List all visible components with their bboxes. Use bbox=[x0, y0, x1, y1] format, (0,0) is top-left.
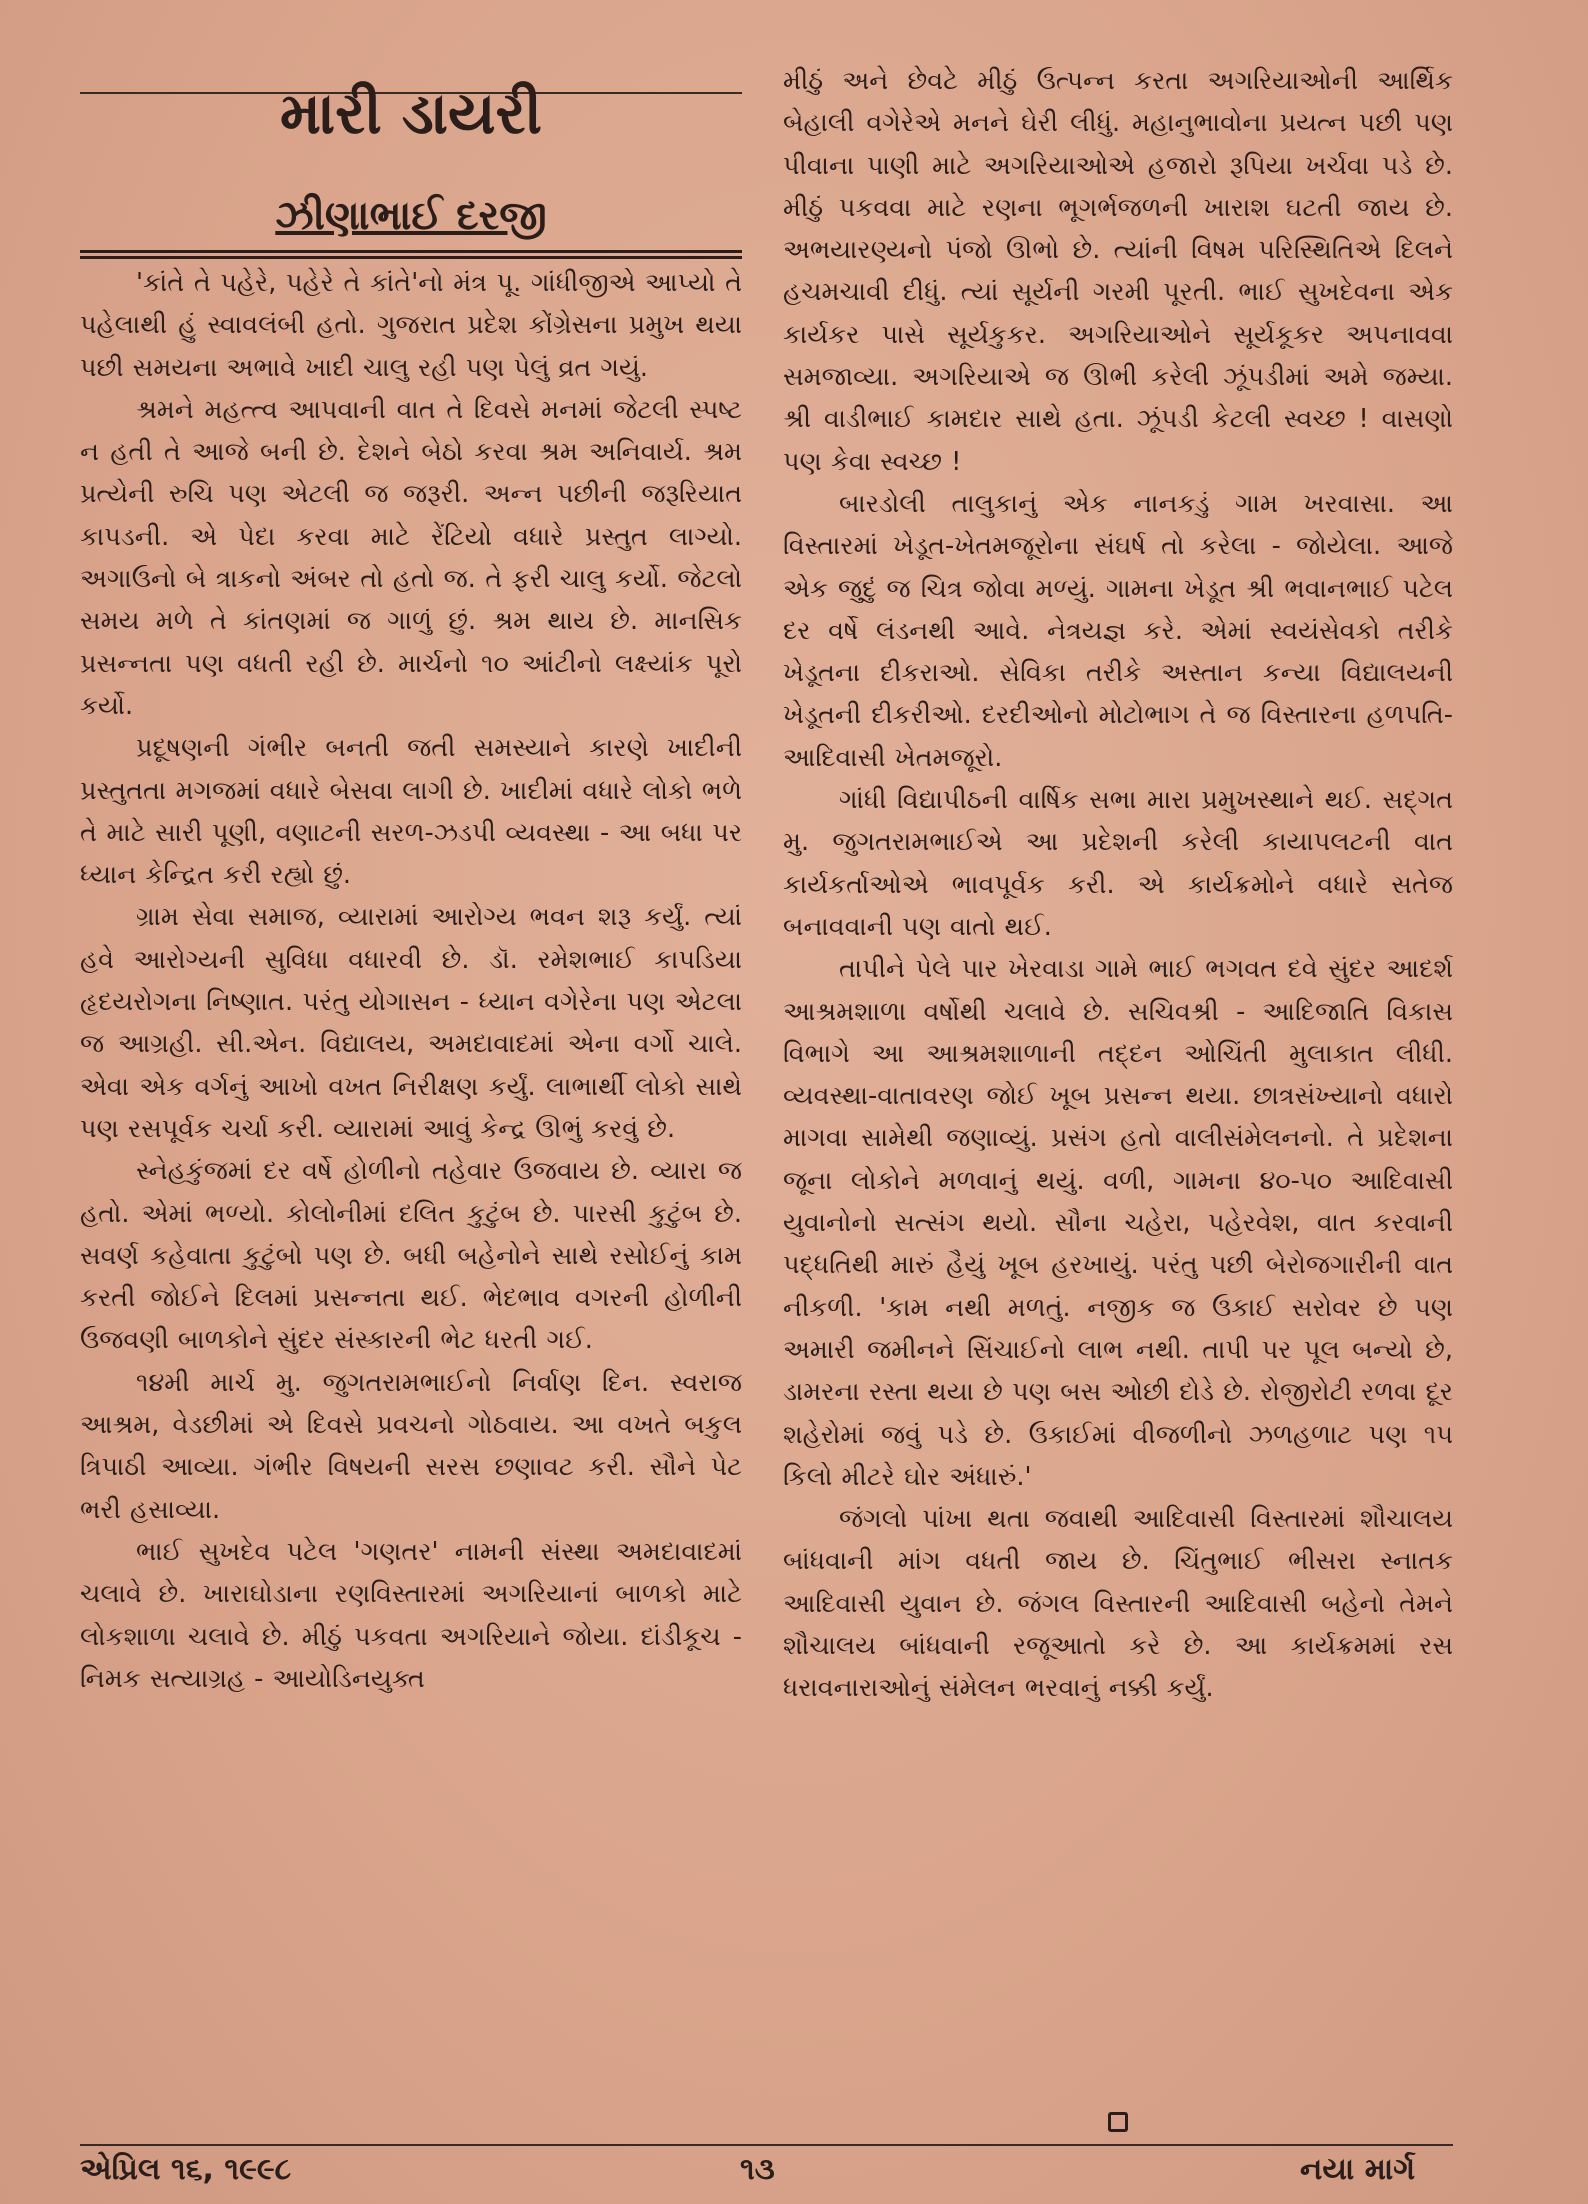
footer-date: એપ્રિલ ૧૬, ૧૯૯૮ bbox=[80, 2152, 292, 2187]
header-divider bbox=[80, 250, 742, 259]
paragraph: શ્રમને મહત્ત્વ આપવાની વાત તે દિવસે મનમાં જેટલી સ્પષ્ટ ન હતી તે આજે બની છે. દેશને બેઠો કરવા શ્રમ અનિવાર્ય. શ્રમ પ્રત્યેની રુચિ પણ એટલી જ જરૂરી. અન્ન પછીની જરૂરિયાત કાપડની. એ પેદા કરવા માટે રેંટિયો વધારે પ્રસ્તુત લાગ્યો. અગાઉનો બે ત્રાકનો અંબર તો હતો જ. તે ફરી ચાલુ કર્યો. જેટલો સમય મળે તે કાંતણમાં જ ગાળું છું. શ્રમ થાય છે. માનસિક પ્રસન્નતા પણ વધતી રહી છે. માર્ચનો ૧૦ આંટીનો લક્ષ્યાંક પૂરો કર્યો. bbox=[80, 394, 742, 721]
footer-rule bbox=[80, 2144, 1453, 2146]
title-block bbox=[80, 78, 742, 148]
paragraph: તાપીને પેલે પાર ખેરવાડા ગામે ભાઈ ભગવત દવે સુંદર આદર્શ આશ્રમશાળા વર્ષોથી ચલાવે છે. સચિવશ્રી - આદિજાતિ વિકાસ વિભાગે આ આશ્રમશાળાની તદ્દન ઓચિંતી મુલાકાત લીધી. વ્યવસ્થા-વાતાવરણ જોઈ ખૂબ પ્રસન્ન થયા. છાત્રસંખ્યાનો વધારો માગવા સામેથી જણાવ્યું. પ્રસંગ હતો વાલીસંમેલનનો. તે પ્રદેશના જૂના લોકોને મળવાનું થયું. વળી, ગામના ૪૦-૫૦ આદિવાસી યુવાનોનો સત્સંગ થયો. સૌના ચહેરા, પહેરવેશ, વાત કરવાની પદ્ધતિથી મારું હૈયું ખૂબ હરખાયું. પરંતુ પછી બેરોજગારીની વાત નીકળી. 'કામ નથી મળતું. નજીક જ ઉકાઈ સરોવર છે પણ અમારી જમીનને સિંચાઈનો લાભ નથી. તાપી પર પૂલ બન્યો છે, ડામરના રસ્તા થયા છે પણ બસ ઓછી દોડે છે. રોજીરોટી રળવા દૂર શહેરોમાં જવું પડે છે. ઉકાઈમાં વીજળીનો ઝળહળાટ પણ ૧૫ કિલો મીટરે ઘોર અંધારું.' bbox=[783, 954, 1453, 1492]
author-name: ઝીણાભાઈ દરજી bbox=[275, 193, 547, 239]
magazine-name: નયા માર્ગ bbox=[1300, 2152, 1416, 2187]
paragraph: ૧૪મી માર્ચ મુ. જુગતરામભાઈનો નિર્વાણ દિન. સ્વરાજ આશ્રમ, વેડછીમાં એ દિવસે પ્રવચનો ગોઠવાય. આ વખતે બકુલ ત્રિપાઠી આવ્યા. ગંભીર વિષયની સરસ છણાવટ કરી. સૌને પેટ ભરી હસાવ્યા. bbox=[80, 1367, 742, 1525]
paragraph: ભાઈ સુખદેવ પટેલ 'ગણતર' નામની સંસ્થા અમદાવાદમાં ચલાવે છે. ખારાઘોડાના રણવિસ્તારમાં અગરિયાનાં બાળકો માટે લોકશાળા ચલાવે છે. મીઠું પકવતા અગરિયાને જોયા. દાંડીકૂચ - નિમક સત્યાગ્રહ - આયોડિનયુક્ત bbox=[80, 1536, 742, 1694]
paragraph: બારડોલી તાલુકાનું એક નાનકડું ગામ ખરવાસા. આ વિસ્તારમાં ખેડૂત-ખેતમજૂરોના સંઘર્ષ તો કરેલા - જોયેલા. આજે એક જુદું જ ચિત્ર જોવા મળ્યું. ગામના ખેડૂત શ્રી ભવાનભાઈ પટેલ દર વર્ષે લંડનથી આવે. નેત્રયજ્ઞ કરે. એમાં સ્વયંસેવકો તરીકે ખેડૂતના દીકરાઓ. સેવિકા તરીકે અસ્તાન કન્યા વિદ્યાલયની ખેડૂતની દીકરીઓ. દરદીઓનો મોટોભાગ તે જ વિસ્તારના હળપતિ-આદિવાસી ખેતમજૂરો. bbox=[783, 488, 1453, 773]
page-title: મારી ડાયરી bbox=[279, 79, 543, 147]
paragraph: ગાંધી વિદ્યાપીઠની વાર્ષિક સભા મારા પ્રમુખસ્થાને થઈ. સદ્ગત મુ. જુગતરામભાઈએ આ પ્રદેશની કરેલી કાયાપલટની વાત કાર્યકર્તાઓએ ભાવપૂર્વક કરી. એ કાર્યક્રમોને વધારે સતેજ બનાવવાની પણ વાતો થઈ. bbox=[783, 785, 1453, 942]
paragraph: જંગલો પાંખા થતા જવાથી આદિવાસી વિસ્તારમાં શૌચાલય બાંધવાની માંગ વધતી જાય છે. ચિંતુભાઈ ભીસરા સ્નાતક આદિવાસી યુવાન છે. જંગલ વિસ્તારની આદિવાસી બહેનો તેમને શૌચાલય બાંધવાની રજૂઆતો કરે છે. આ કાર્યક્રમમાં રસ ધરાવનારાઓનું સંમેલન ભરવાનું નક્કી કર્યું. bbox=[783, 1504, 1453, 1704]
paragraph: મીઠું અને છેવટે મીઠું ઉત્પન્ન કરતા અગરિયાઓની આર્થિક બેહાલી વગેરેએ મનને ઘેરી લીધું. મહાનુભાવોના પ્રયત્ન પછી પણ પીવાના પાણી માટે અગરિયાઓએ હજારો રૂપિયા ખર્ચવા પડે છે. મીઠું પકવવા માટે રણના ભૂગર્ભજળની ખારાશ ઘટતી જાય છે. અભયારણ્યનો પંજો ઊભો છે. ત્યાંની વિષમ પરિસ્થિતિએ દિલને હચમચાવી દીધું. ત્યાં સૂર્યની ગરમી પૂરતી. ભાઈ સુખદેવના એક કાર્યકર પાસે સૂર્યકુકર. અગરિયાઓને સૂર્યકૂકર અપનાવવા સમજાવ્યા. અગરિયાએ જ ઊભી કરેલી ઝૂંપડીમાં અમે જમ્યા. શ્રી વાડીભાઈ કામદાર સાથે હતા. ઝૂંપડી કેટલી સ્વચ્છ ! વાસણો પણ કેવા સ્વચ્છ ! bbox=[783, 66, 1453, 477]
end-mark-icon bbox=[1108, 2112, 1128, 2132]
paragraph: 'કાંતે તે પહેરે, પહેરે તે કાંતે'નો મંત્ર પૂ. ગાંધીજીએ આપ્યો તે પહેલાથી હું સ્વાવલંબી હતો. ગુજરાત પ્રદેશ કોંગ્રેસના પ્રમુખ થયા પછી સમયના અભાવે ખાદી ચાલુ રહી પણ પેલું વ્રત ગયું. bbox=[80, 268, 742, 383]
paragraph: પ્રદૂષણની ગંભીર બનતી જતી સમસ્યાને કારણે ખાદીની પ્રસ્તુતતા મગજમાં વધારે બેસવા લાગી છે. ખાદીમાં વધારે લોકો ભળે તે માટે સારી પૂણી, વણાટની સરળ-ઝડપી વ્યવસ્થા - આ બધા પર ધ્યાન કેન્દ્રિત કરી રહ્યો છું. bbox=[80, 733, 742, 891]
page-number: ૧૩ bbox=[740, 2152, 775, 2187]
paragraph: સ્નેહકુંજમાં દર વર્ષે હોળીનો તહેવાર ઉજવાય છે. વ્યારા જ હતો. એમાં ભળ્યો. કોલોનીમાં દલિત કુટુંબ છે. પારસી કુટુંબ છે. સવર્ણ કહેવાતા કુટુંબો પણ છે. બધી બહેનોને સાથે રસોઈનું કામ કરતી જોઈને દિલમાં પ્રસન્નતા થઈ. ભેદભાવ વગરની હોળીની ઉજવણી બાળકોને સુંદર સંસ્કારની ભેટ ધરતી ગઈ. bbox=[80, 1156, 742, 1356]
paragraph: ગ્રામ સેવા સમાજ, વ્યારામાં આરોગ્ય ભવન શરૂ કર્યું. ત્યાં હવે આરોગ્યની સુવિધા વધારવી છે. ડૉ. રમેશભાઈ કાપડિયા હૃદયરોગના નિષ્ણાત. પરંતુ યોગાસન - ધ્યાન વગેરેના પણ એટલા જ આગ્રહી. સી.એન. વિદ્યાલય, અમદાવાદમાં એના વર્ગો ચાલે. એવા એક વર્ગનું આખો વખત નિરીક્ષણ કર્યું. લાભાર્થી લોકો સાથે પણ રસપૂર્વક ચર્ચા કરી. વ્યારામાં આવું કેન્દ્ર ઊભું કરવું છે. bbox=[80, 902, 742, 1144]
